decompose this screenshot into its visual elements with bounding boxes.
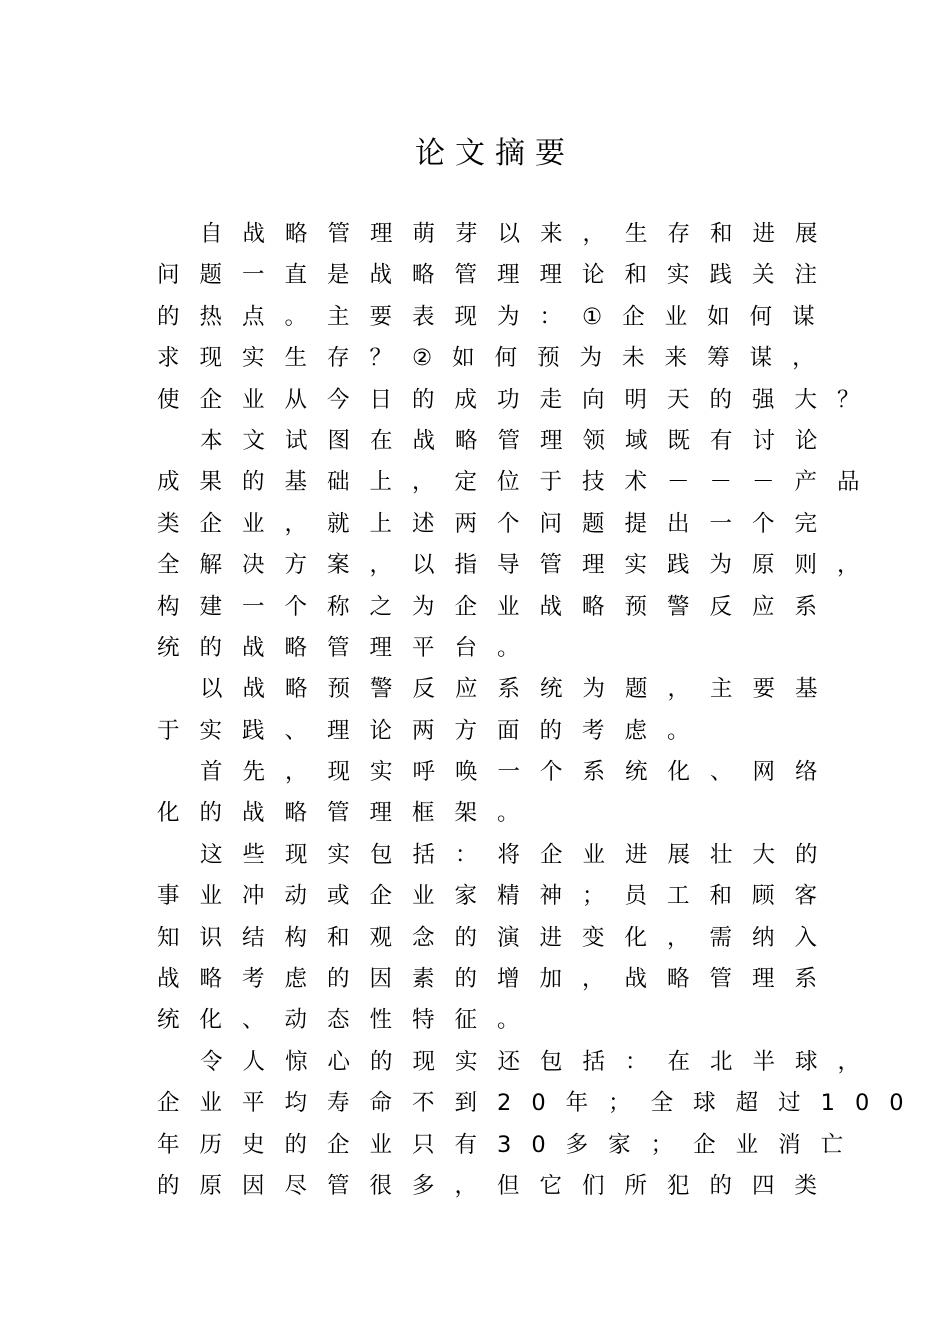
text-line: 统的战略管理平台。 — [157, 634, 540, 661]
text-line: 令人惊心的现实还包括：在北半球， — [200, 1048, 881, 1075]
page-title: 论文摘要 — [415, 136, 575, 171]
abstract-body — [157, 214, 924, 1207]
text-line: 类企业，就上述两个问题提出一个完 — [157, 510, 838, 537]
text-line: 企业平均寿命不到20年；全球超过100 — [157, 1090, 924, 1117]
text-line: 成果的基础上，定位于技术－－－产品 — [157, 469, 880, 496]
text-line: 全解决方案，以指导管理实践为原则， — [157, 552, 880, 579]
text-line: 于实践、理论两方面的考虑。 — [157, 717, 710, 744]
text-line: 的热点。主要表现为：①企业如何谋 — [157, 303, 835, 330]
text-line: 求现实生存？②如何预为未来筹谋， — [157, 345, 835, 372]
text-line: 问题一直是战略管理理论和实践关注 — [157, 262, 838, 289]
text-line: 构建一个称之为企业战略预警反应系 — [157, 593, 838, 620]
text-line: 的原因尽管很多，但它们所犯的四类 — [157, 1172, 838, 1199]
text-line: 年历史的企业只有30多家；企业消亡 — [157, 1131, 864, 1158]
text-line: 战略考虑的因素的增加，战略管理系 — [157, 966, 838, 993]
text-line: 统化、动态性特征。 — [157, 1007, 540, 1034]
text-line: 化的战略管理框架。 — [157, 800, 540, 827]
text-line: 知识结构和观念的演进变化，需纳入 — [157, 924, 838, 951]
text-line: 使企业从今日的成功走向明天的强大？ — [157, 386, 880, 413]
text-line: 首先，现实呼唤一个系统化、网络 — [200, 759, 838, 786]
text-line: 以战略预警反应系统为题，主要基 — [200, 676, 838, 703]
text-line: 事业冲动或企业家精神；员工和顾客 — [157, 883, 838, 910]
text-line: 本文试图在战略管理领域既有讨论 — [200, 427, 838, 454]
text-line: 这些现实包括：将企业进展壮大的 — [200, 841, 838, 868]
text-line: 自战略管理萌芽以来，生存和进展 — [200, 221, 838, 247]
